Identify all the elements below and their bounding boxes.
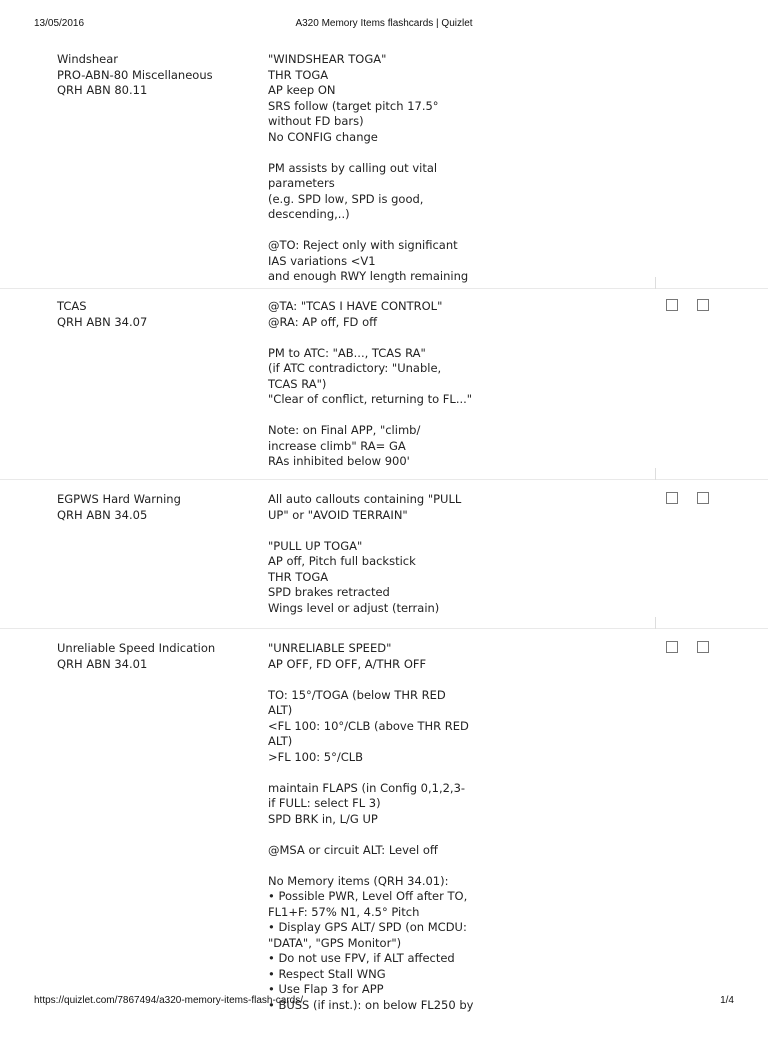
print-date: 13/05/2016 (34, 18, 85, 29)
star-checkbox[interactable] (666, 641, 678, 653)
flashcard-windshear (0, 52, 768, 289)
star-checkbox[interactable] (666, 299, 678, 311)
card-separator-tick (655, 277, 656, 289)
card-checkboxes (666, 641, 726, 655)
flashcard-tcas (0, 289, 768, 480)
card-term: TCAS QRH ABN 34.07 (57, 299, 148, 329)
card-separator-tick (655, 468, 656, 480)
select-checkbox[interactable] (697, 492, 709, 504)
card-term: Unreliable Speed Indication QRH ABN 34.01 (57, 641, 216, 671)
page-title: A320 Memory Items flashcards | Quizlet (295, 18, 473, 29)
card-term: Windshear PRO-ABN-80 Miscellaneous QRH ABN 80.11 (57, 52, 213, 97)
card-definition: "WINDSHEAR TOGA" THR TOGA AP keep ON SRS follow (target pitch 17.5° without FD bars) No CONFIG change PM assists by calling out vital parameters (e.g. SPD low, SPD is good, descending,..) @TO: Reject only with significant IAS variations <V1 and enough RWY length remaining (268, 52, 469, 283)
card-definition: @TA: "TCAS I HAVE CONTROL" @RA: AP off, FD off PM to ATC: "AB..., TCAS RA" (if ATC contradictory: "Unable, TCAS RA") "Clear of conflict, returning to FL..." Note: on Final APP, "climb/ increase climb" RA= GA RAs inhibited below 900' (268, 299, 473, 468)
card-term: EGPWS Hard Warning QRH ABN 34.05 (57, 492, 181, 522)
select-checkbox[interactable] (697, 299, 709, 311)
card-definition: "UNRELIABLE SPEED" AP OFF, FD OFF, A/THR OFF TO: 15°/TOGA (below THR RED ALT) <FL 100: 10°/CLB (above THR RED ALT) >FL 100: 5°/CLB maintain FLAPS (in Config 0,1,2,3- if FULL: select FL 3) SPD BRK in, L/G UP @MSA or circuit ALT: Level off No Memory items (QRH 34.01): • Possible PWR, Level Off after TO, FL1+F: 57% N1, 4.5° Pitch • Display GPS ALT/ SPD (on MCDU: "DATA", "GPS Monitor") • Do not use FPV, if ALT affected • Respect Stall WNG • Use Flap 3 for APP • BUSS (if inst.): on below FL250 by (268, 641, 474, 1012)
card-checkboxes (666, 299, 726, 313)
print-header (0, 0, 768, 40)
card-definition: All auto callouts containing "PULL UP" or "AVOID TERRAIN" "PULL UP TOGA" AP off, Pitch full backstick THR TOGA SPD brakes retracted Wings level or adjust (terrain) (268, 492, 462, 615)
card-checkboxes (666, 492, 726, 506)
flashcard-egpws (0, 480, 768, 629)
select-checkbox[interactable] (697, 641, 709, 653)
card-separator-tick (655, 617, 656, 629)
star-checkbox[interactable] (666, 492, 678, 504)
page-url[interactable]: https://quizlet.com/7867494/a320-memory-items-flash-cards/ (34, 995, 304, 1006)
page-number: 1/4 (720, 995, 734, 1006)
print-footer (0, 990, 768, 1024)
